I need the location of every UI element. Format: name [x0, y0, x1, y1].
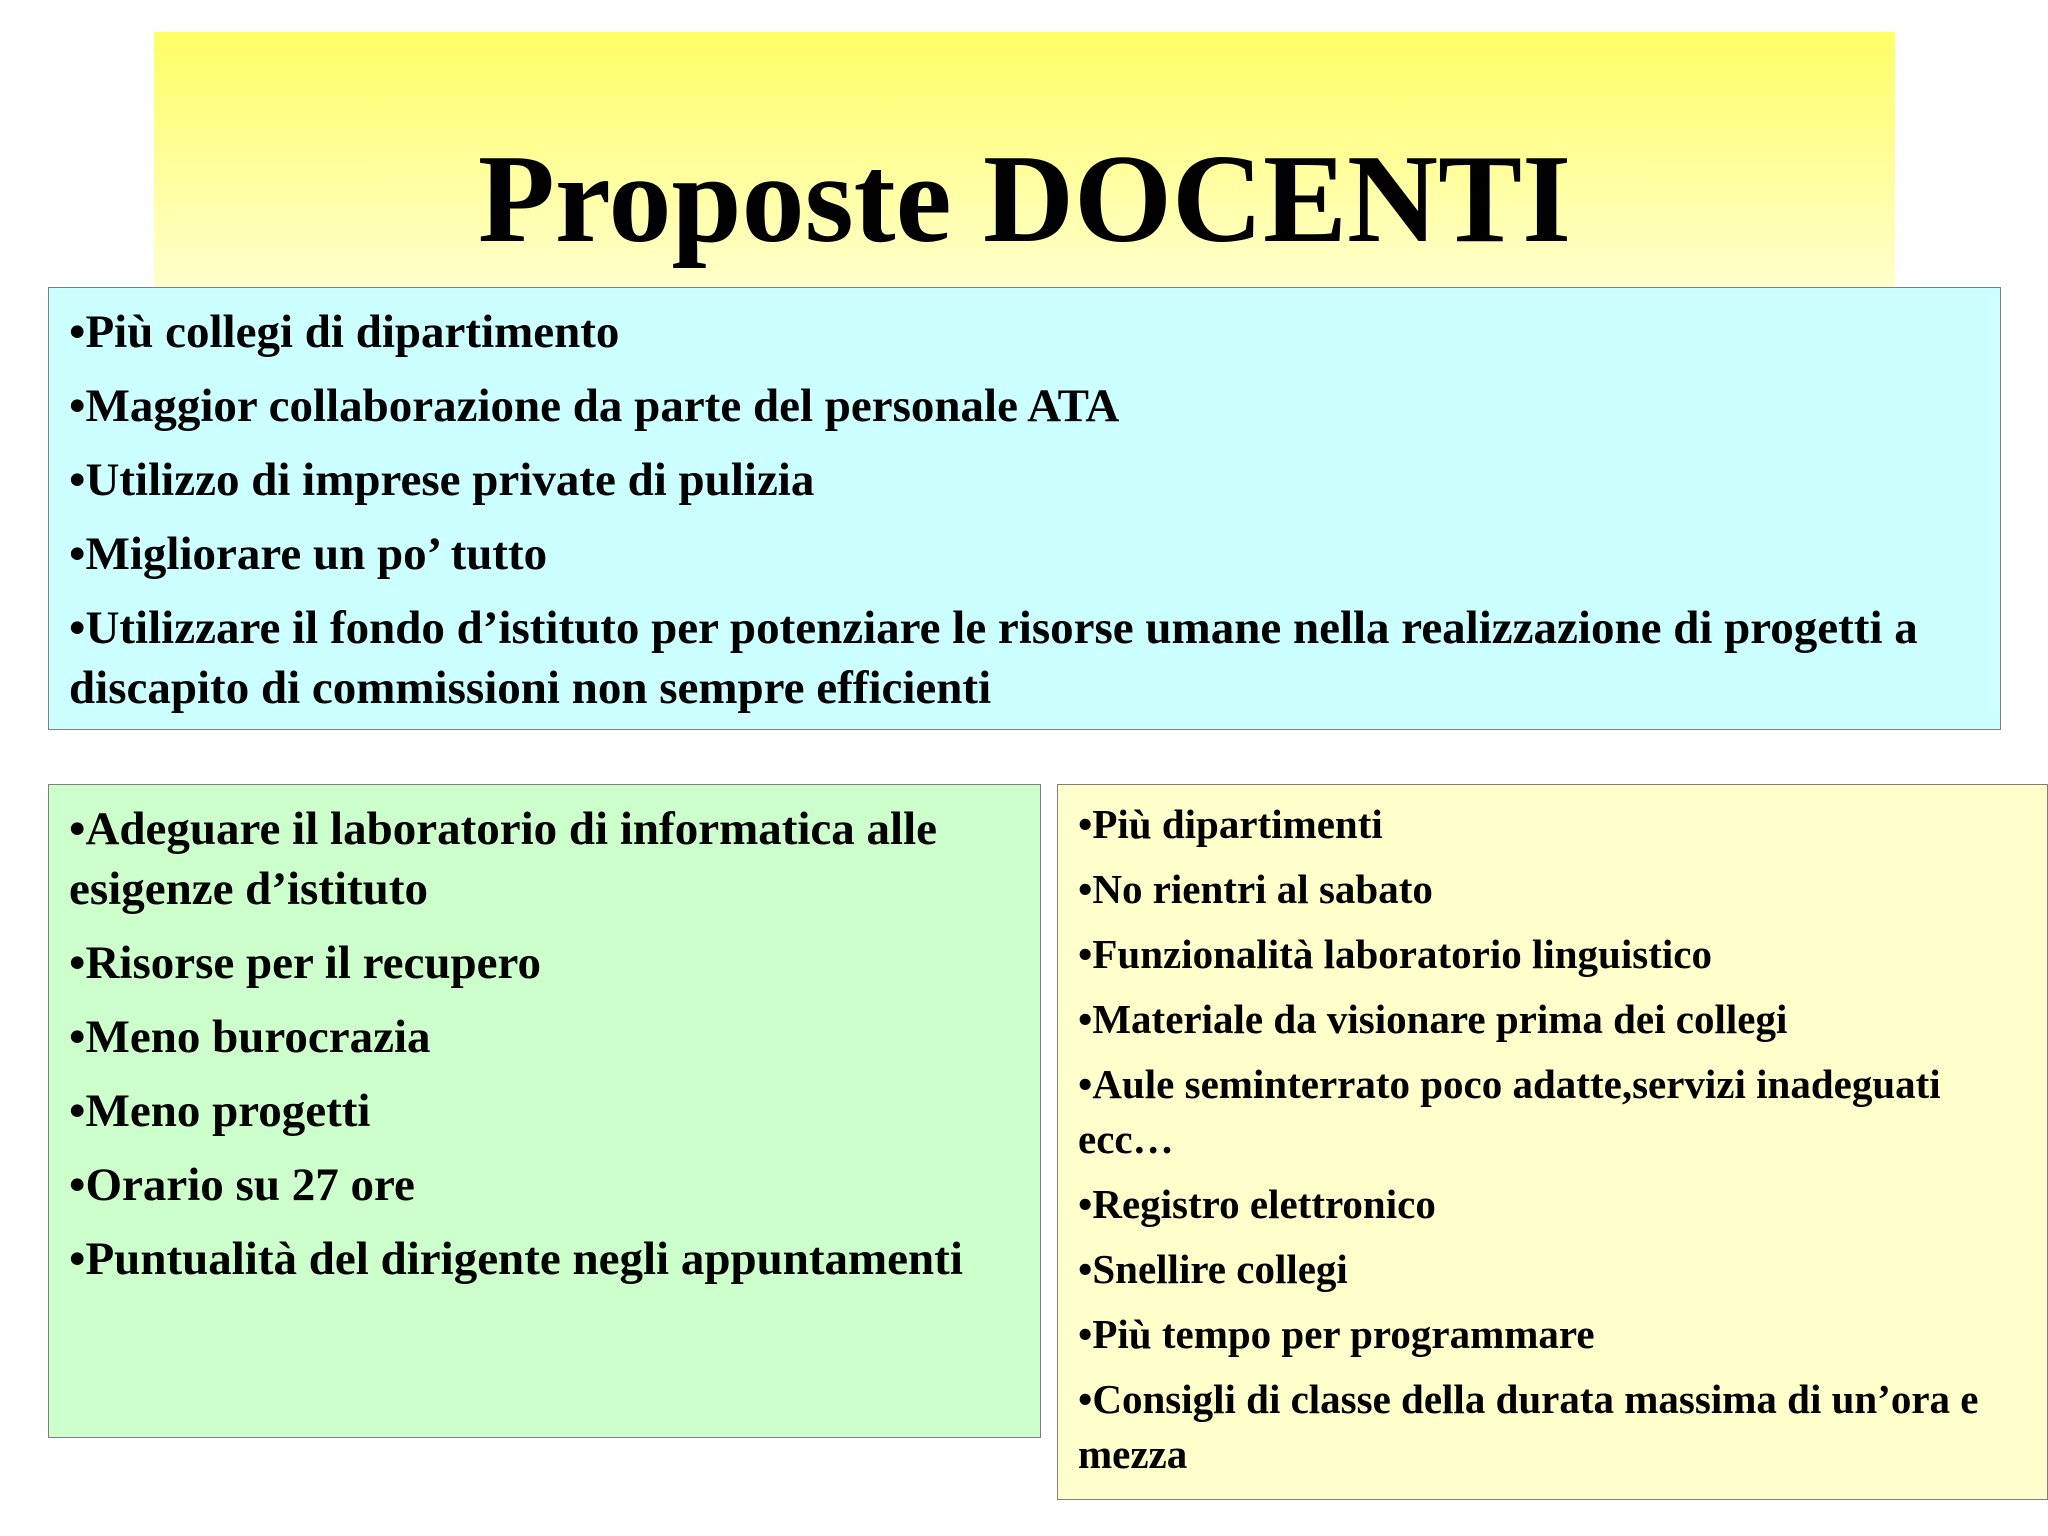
top-proposals-list: [69, 302, 1980, 718]
list-item: • Maggior collaborazione da parte del personale ATA: [69, 376, 1980, 436]
list-item: • Aule seminterrato poco adatte,servizi inadeguati ecc…: [1078, 1057, 2031, 1167]
list-item: • Risorse per il recupero: [69, 933, 1022, 993]
list-item: • Più dipartimenti: [1078, 797, 2031, 852]
list-item: • Funzionalità laboratorio linguistico: [1078, 927, 2031, 982]
list-item: • No rientri al sabato: [1078, 862, 2031, 917]
list-item: • Adeguare il laboratorio di informatica alle esigenze d’istituto: [69, 799, 1022, 919]
title-band: [154, 32, 1895, 287]
top-proposals-box: [48, 287, 2001, 730]
list-item: • Orario su 27 ore: [69, 1155, 1022, 1215]
list-item: • Puntualità del dirigente negli appuntamenti: [69, 1229, 1022, 1289]
list-item: • Materiale da visionare prima dei collegi: [1078, 992, 2031, 1047]
list-item: • Più tempo per programmare: [1078, 1307, 2031, 1362]
list-item: • Snellire collegi: [1078, 1242, 2031, 1297]
list-item: • Consigli di classe della durata massima di un’ora e mezza: [1078, 1372, 2031, 1482]
list-item: • Meno burocrazia: [69, 1007, 1022, 1067]
list-item: • Meno progetti: [69, 1081, 1022, 1141]
list-item: • Utilizzare il fondo d’istituto per potenziare le risorse umane nella realizzazione di progetti a discapito di commissioni non sempre efficienti: [69, 598, 1980, 718]
list-item: • Migliorare un po’ tutto: [69, 524, 1980, 584]
left-proposals-list: [69, 799, 1022, 1289]
right-proposals-box: [1057, 784, 2048, 1500]
right-proposals-list: [1078, 797, 2031, 1482]
list-item: • Più collegi di dipartimento: [69, 302, 1980, 362]
list-item: • Utilizzo di imprese private di pulizia: [69, 450, 1980, 510]
list-item: • Registro elettronico: [1078, 1177, 2031, 1232]
left-proposals-box: [48, 784, 1041, 1438]
slide-title: Proposte DOCENTI: [477, 130, 1572, 269]
